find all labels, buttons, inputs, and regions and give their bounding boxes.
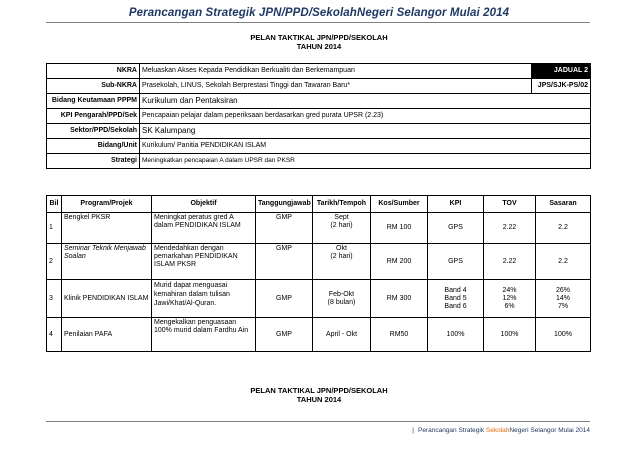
cell-tanggungjawab: GMP <box>256 213 313 244</box>
table-row <box>47 280 591 318</box>
cell-kpi: Band 4 Band 5 Band 6 <box>428 280 484 318</box>
subnkra-value: Prasekolah, LINUS, Sekolah Berprestasi Tinggi dan Tawaran Baru* <box>140 79 532 94</box>
plan-info-table <box>46 63 591 169</box>
cell-tov: 100% <box>484 318 536 352</box>
sektor-value: SK Kalumpang <box>140 124 591 139</box>
cell-objektif: Meningkat peratus gred A dalam PENDIDIKAN ISLAM <box>152 213 256 244</box>
jadual-badge: JADUAL 2 <box>532 64 591 79</box>
col-header-sasaran: Sasaran <box>536 196 591 213</box>
cell-objektif: Mendedahkan dengan pemarkahan PENDIDIKAN ISLAM PKSR <box>152 244 256 280</box>
cell-tanggungjawab: GMP <box>256 244 313 280</box>
cell-tarikh: April - Okt <box>313 318 371 352</box>
nkra-label: NKRA <box>47 64 140 79</box>
cell-program: Penilaian PAFA <box>62 318 152 352</box>
col-header-program: Program/Projek <box>62 196 152 213</box>
strategi-label: Strategi <box>47 154 140 169</box>
table-row <box>47 318 591 352</box>
info-row-kpi <box>47 109 591 124</box>
cell-kos: RM50 <box>371 318 428 352</box>
cell-program: Seminar Teknik Menjawab Soalan <box>62 244 152 280</box>
info-row-sektor <box>47 124 591 139</box>
cell-kpi: GPS <box>428 213 484 244</box>
header-rule <box>46 22 590 23</box>
cell-tarikh: Feb-Okt (8 bulan) <box>313 280 371 318</box>
bidang-value: Kurikulum dan Pentaksiran <box>140 94 591 109</box>
cell-bil: 3 <box>47 280 62 318</box>
bidang-label: Bidang Keutamaan PPPM <box>47 94 140 109</box>
cell-tov: 2.22 <box>484 244 536 280</box>
unit-value: Kurikulum/ Panitia PENDIDIKAN ISLAM <box>140 139 591 154</box>
plan-title-repeat <box>0 386 638 404</box>
table-row <box>47 244 591 280</box>
cell-bil: 1 <box>47 213 62 244</box>
footer-rule <box>46 421 590 422</box>
cell-objektif: Murid dapat menguasai kemahiran dalam tulisan Jawi/Khat/Al-Quran. <box>152 280 256 318</box>
tactical-plan-table <box>46 195 591 352</box>
col-header-kos: Kos/Sumber <box>371 196 428 213</box>
cell-kpi: GPS <box>428 244 484 280</box>
col-header-tov: TOV <box>484 196 536 213</box>
subnkra-label: Sub-NKRA <box>47 79 140 94</box>
kpi-value: Pencapaian pelajar dalam peperiksaan berdasarkan gred purata UPSR (2.23) <box>140 109 591 124</box>
cell-kpi: 100% <box>428 318 484 352</box>
unit-label: Bidang/Unit <box>47 139 140 154</box>
plan-title <box>0 33 638 51</box>
info-row-bidang <box>47 94 591 109</box>
table-row <box>47 213 591 244</box>
info-row-unit <box>47 139 591 154</box>
sektor-label: Sektor/PPD/Sekolah <box>47 124 140 139</box>
table-header-row <box>47 196 591 213</box>
plan-title-repeat-line2: TAHUN 2014 <box>296 395 342 404</box>
cell-kos: RM 300 <box>371 280 428 318</box>
plan-title-repeat-line1: PELAN TAKTIKAL JPN/PPD/SEKOLAH <box>250 386 388 395</box>
kpi-label: KPI Pengarah/PPD/Sek <box>47 109 140 124</box>
cell-program: Klinik PENDIDIKAN ISLAM <box>62 280 152 318</box>
cell-kos: RM 200 <box>371 244 428 280</box>
info-row-strategi <box>47 154 591 169</box>
cell-sasaran: 2.2 <box>536 213 591 244</box>
cell-bil: 4 <box>47 318 62 352</box>
col-header-objektif: Objektif <box>152 196 256 213</box>
cell-sasaran: 26% 14% 7% <box>536 280 591 318</box>
cell-bil: 2 <box>47 244 62 280</box>
nkra-value: Meluaskan Akses Kepada Pendidikan Berkualiti dan Berkemampuan <box>140 64 532 79</box>
cell-tov: 24% 12% 6% <box>484 280 536 318</box>
plan-title-line1: PELAN TAKTIKAL JPN/PPD/SEKOLAH <box>250 33 388 42</box>
col-header-bil: Bil <box>47 196 62 213</box>
cell-tarikh: Sept (2 hari) <box>313 213 371 244</box>
col-header-tanggungjawab: Tanggungjawab <box>256 196 313 213</box>
col-header-tarikh: Tarikh/Tempoh <box>313 196 371 213</box>
document-code: JPS/SJK-PS/02 <box>532 79 591 94</box>
cell-tov: 2.22 <box>484 213 536 244</box>
document-footer <box>0 427 590 434</box>
cell-tarikh: Okt (2 hari) <box>313 244 371 280</box>
info-row-nkra <box>47 64 591 79</box>
footer-text-post: Negeri Selangor Mulai 2014 <box>509 427 590 434</box>
cell-kos: RM 100 <box>371 213 428 244</box>
plan-title-line2: TAHUN 2014 <box>296 42 342 51</box>
cell-sasaran: 100% <box>536 318 591 352</box>
col-header-kpi: KPI <box>428 196 484 213</box>
footer-text-highlight: Sekolah <box>485 427 510 434</box>
footer-separator: | <box>412 427 414 434</box>
cell-tanggungjawab: GMP <box>256 318 313 352</box>
footer-text-pre: Perancangan Strategik <box>417 427 486 434</box>
info-row-subnkra <box>47 79 591 94</box>
cell-sasaran: 2.2 <box>536 244 591 280</box>
cell-tanggungjawab: GMP <box>256 280 313 318</box>
cell-program: Bengkel PKSR <box>62 213 152 244</box>
strategi-value: Meningkatkan pencapaian A dalam UPSR dan PKSR <box>140 154 591 169</box>
cell-objektif: Mengekalkan penguasaan 100% murid dalam Fardhu Ain <box>152 318 256 352</box>
document-header-title: Perancangan Strategik JPN/PPD/SekolahNegeri Selangor Mulai 2014 <box>128 7 510 19</box>
